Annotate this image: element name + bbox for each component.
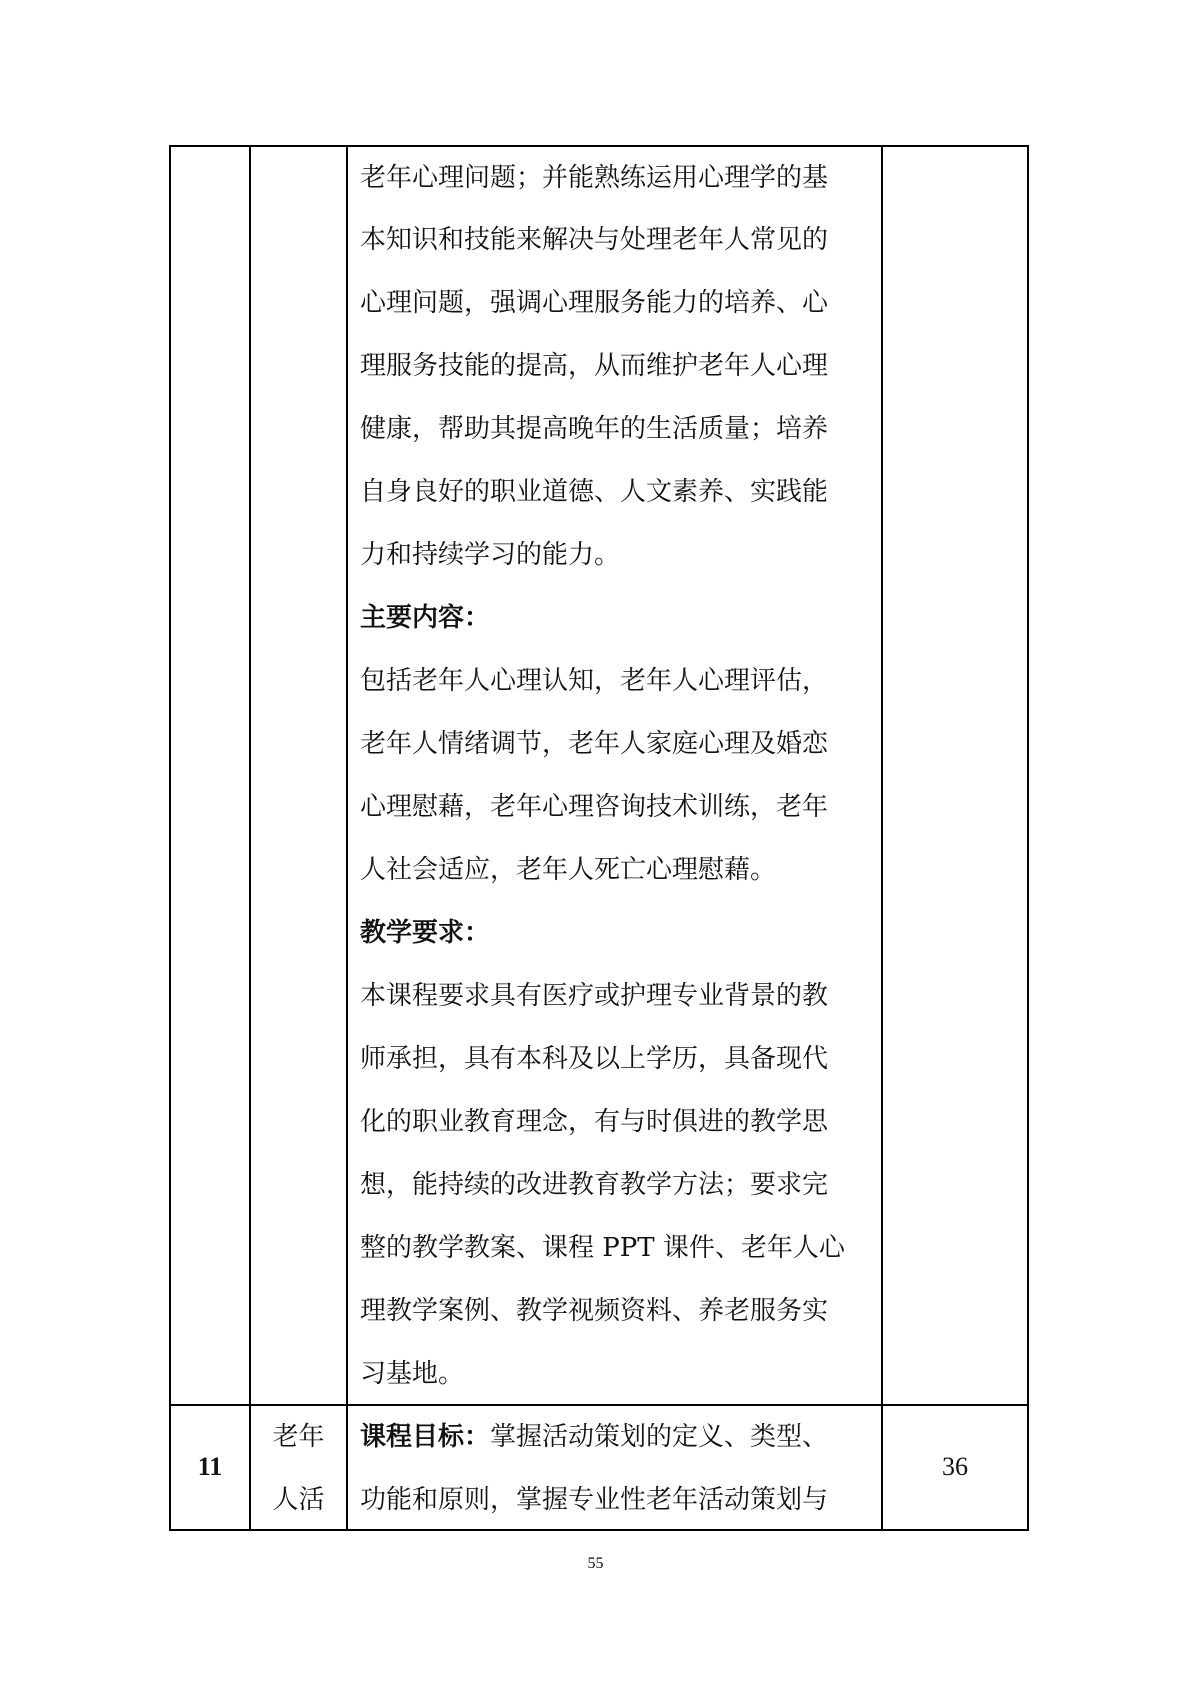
main-content-line: 老年人情绪调节，老年人家庭心理及婚恋 xyxy=(360,729,829,759)
content-line: 自身良好的职业道德、人文素养、实践能 xyxy=(360,477,829,507)
course-name-line: 老年 xyxy=(272,1422,325,1452)
content-line: 心理问题，强调心理服务能力的培养、心 xyxy=(360,288,829,318)
table-border-bottom xyxy=(169,1529,1029,1531)
table-border-left xyxy=(169,145,171,1531)
course-hours: 36 xyxy=(942,1452,968,1481)
teaching-requirements-line: 想，能持续的改进教育教学方法；要求完 xyxy=(360,1170,829,1200)
course-goal-label: 课程目标： xyxy=(360,1422,491,1452)
table-border-right xyxy=(1027,145,1029,1531)
teaching-requirements-line: 师承担，具有本科及以上学历，具备现代 xyxy=(360,1044,829,1074)
table-divider-2 xyxy=(346,145,348,1531)
course-goal-line: 功能和原则，掌握专业性老年活动策划与 xyxy=(360,1485,829,1515)
teaching-requirements-line: 理教学案例、教学视频资料、养老服务实 xyxy=(360,1296,829,1326)
content-line: 老年心理问题；并能熟练运用心理学的基 xyxy=(360,163,829,193)
main-content-line: 包括老年人心理认知，老年人心理评估， xyxy=(360,666,829,696)
table-border-top xyxy=(169,145,1029,147)
row-divider xyxy=(169,1404,1029,1406)
page-number: 55 xyxy=(587,1555,604,1572)
teaching-requirements-line: 整的教学教案、课程 PPT 课件、老年人心 xyxy=(360,1233,845,1263)
main-content-line: 心理慰藉，老年心理咨询技术训练，老年 xyxy=(360,792,829,822)
content-line: 健康，帮助其提高晚年的生活质量；培养 xyxy=(360,414,829,444)
row-number: 11 xyxy=(197,1452,223,1481)
course-goal-line xyxy=(360,1417,880,1457)
teaching-requirements-line: 习基地。 xyxy=(360,1359,465,1389)
course-name-line: 人活 xyxy=(272,1485,325,1515)
table-divider-1 xyxy=(249,145,251,1531)
content-line: 理服务技能的提高，从而维护老年人心理 xyxy=(360,351,829,381)
course-goal-text: 掌握活动策划的定义、类型、 xyxy=(490,1422,829,1452)
main-content-line: 人社会适应，老年人死亡心理慰藉。 xyxy=(360,855,777,885)
content-line: 力和持续学习的能力。 xyxy=(360,540,621,570)
content-line: 本知识和技能来解决与处理老年人常见的 xyxy=(360,225,829,255)
teaching-requirements-line: 化的职业教育理念，有与时俱进的教学思 xyxy=(360,1107,829,1137)
table-divider-3 xyxy=(881,145,883,1531)
teaching-requirements-heading: 教学要求： xyxy=(360,918,491,948)
teaching-requirements-line: 本课程要求具有医疗或护理专业背景的教 xyxy=(360,981,829,1011)
main-content-heading: 主要内容： xyxy=(360,603,491,633)
